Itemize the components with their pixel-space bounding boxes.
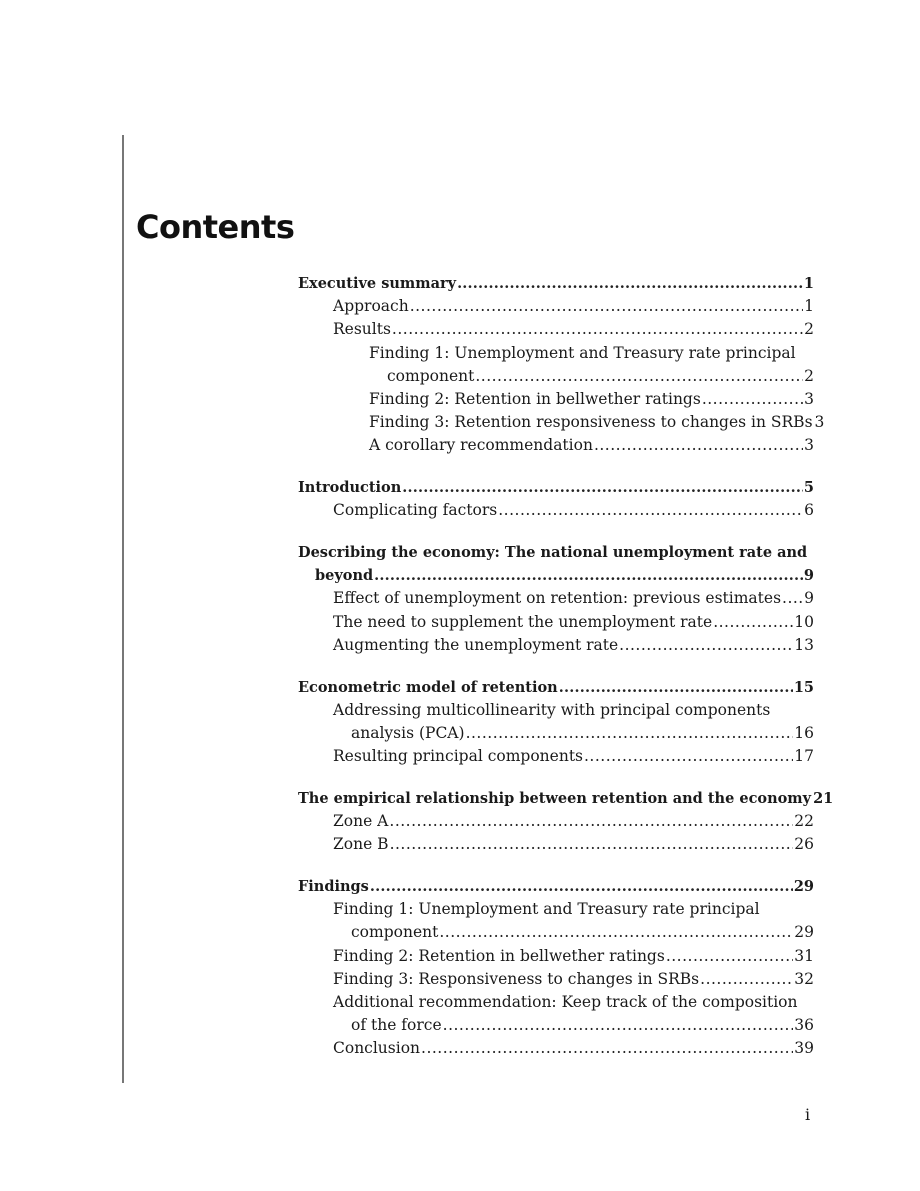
toc-entry-finding-2[interactable]: Finding 2: Retention in bellwether ratings ..... 31 xyxy=(298,945,814,968)
table-of-contents xyxy=(298,272,834,1061)
toc-entry-findings[interactable]: Findings ..... 29 xyxy=(298,875,814,898)
toc-entry-econometric-model[interactable]: Econometric model of retention ..... 15 xyxy=(298,676,814,699)
toc-entry-conclusion[interactable]: Conclusion ..... 39 xyxy=(298,1037,814,1060)
toc-entry-additional-recommendation[interactable]: of the force ..... 36 xyxy=(298,1014,814,1037)
toc-entry-pca[interactable]: analysis (PCA) ..... 16 xyxy=(298,722,814,745)
toc-entry-finding-3[interactable]: Finding 3: Responsiveness to changes in SRBs ..... 32 xyxy=(298,968,814,991)
toc-entry-exec-finding-1[interactable]: component ..... 2 xyxy=(298,365,814,388)
toc-entry-executive-summary[interactable]: Executive summary ..... 1 xyxy=(298,272,814,295)
toc-entry-empirical-relationship[interactable]: The empirical relationship between retention and the economy 21 xyxy=(298,789,834,807)
toc-entry-zone-b[interactable]: Zone B ..... 26 xyxy=(298,833,814,856)
toc-entry-resulting-components[interactable]: Resulting principal components ..... 17 xyxy=(298,745,814,768)
toc-entry-exec-finding-3[interactable]: Finding 3: Retention responsiveness to changes in SRBs 3 xyxy=(369,413,825,432)
toc-entry-describing-economy[interactable]: beyond ..... 9 xyxy=(298,564,814,587)
toc-entry-approach[interactable]: Approach ..... 1 xyxy=(298,295,814,318)
toc-entry-results[interactable]: Results ..... 2 xyxy=(298,318,814,341)
toc-entry-augmenting[interactable]: Augmenting the unemployment rate ..... 13 xyxy=(298,634,814,657)
toc-entry-pca-line1[interactable]: Addressing multicollinearity with principal components xyxy=(333,700,771,719)
toc-entry-effect-of-unemployment[interactable]: Effect of unemployment on retention: previous estimates ..... 9 xyxy=(298,587,814,610)
toc-entry-corollary[interactable]: A corollary recommendation ..... 3 xyxy=(298,434,814,457)
page-title: Contents xyxy=(136,208,295,246)
toc-entry-finding-1-line1[interactable]: Finding 1: Unemployment and Treasury rate principal xyxy=(333,900,760,919)
toc-entry-introduction[interactable]: Introduction ..... 5 xyxy=(298,476,814,499)
toc-entry-exec-finding-1-line1[interactable]: Finding 1: Unemployment and Treasury rate principal xyxy=(369,343,796,362)
page-number: i xyxy=(805,1105,811,1124)
margin-rule xyxy=(122,135,124,1083)
toc-entry-need-to-supplement[interactable]: The need to supplement the unemployment rate ..... 10 xyxy=(298,611,814,634)
toc-entry-complicating-factors[interactable]: Complicating factors ..... 6 xyxy=(298,499,814,522)
toc-entry-describing-economy-line1[interactable]: Describing the economy: The national unemployment rate and xyxy=(298,544,808,562)
toc-entry-finding-1[interactable]: component ..... 29 xyxy=(298,921,814,944)
toc-entry-zone-a[interactable]: Zone A ..... 22 xyxy=(298,810,814,833)
toc-entry-additional-recommendation-line1[interactable]: Additional recommendation: Keep track of the composition xyxy=(333,993,798,1012)
toc-entry-exec-finding-2[interactable]: Finding 2: Retention in bellwether ratings ..... 3 xyxy=(298,388,814,411)
